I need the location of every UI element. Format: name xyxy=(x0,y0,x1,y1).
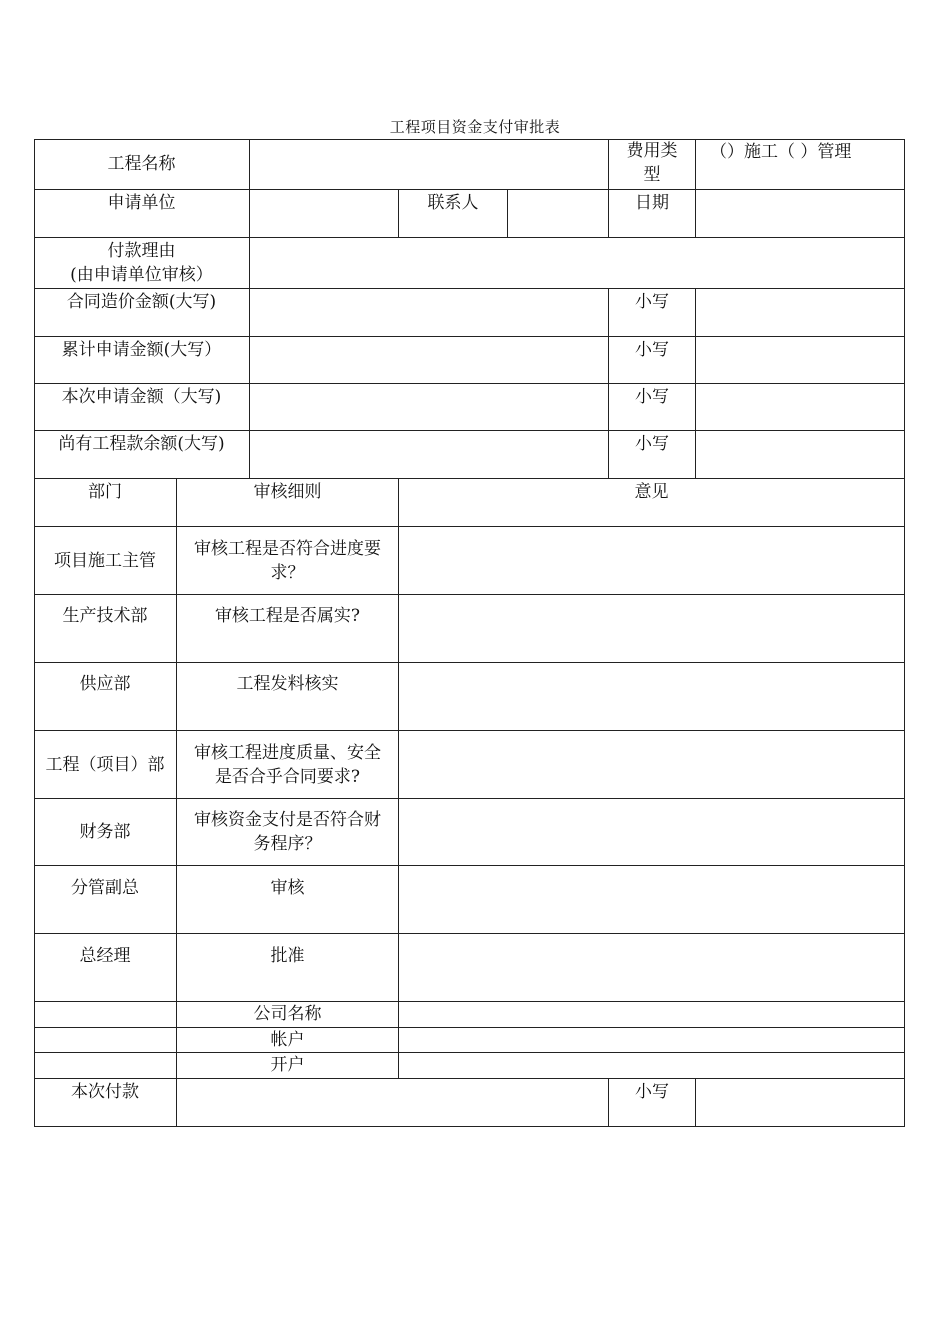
review-rule-progress: 审核工程是否符合进度要求？ xyxy=(177,527,399,595)
current-request-small-label: 小写 xyxy=(609,384,696,431)
payment-small-field[interactable] xyxy=(696,1079,905,1127)
bank-blank-cell xyxy=(34,1053,177,1079)
company-name-label: 公司名称 xyxy=(177,1002,399,1028)
cumulative-amount-label: 累计申请金额(大写） xyxy=(34,337,250,384)
remaining-balance-uppercase-field[interactable] xyxy=(250,431,609,479)
review-opinion-field[interactable] xyxy=(399,866,905,934)
payment-uppercase-field[interactable] xyxy=(177,1079,609,1127)
contract-amount-label: 合同造价金额(大写) xyxy=(34,289,250,337)
review-rule-materials: 工程发料核实 xyxy=(177,663,399,731)
review-opinion-field[interactable] xyxy=(399,934,905,1002)
review-rule-review: 审核 xyxy=(177,866,399,934)
company-name-field[interactable] xyxy=(399,1002,905,1028)
review-dept-supply: 供应部 xyxy=(34,663,177,731)
review-opinion-field[interactable] xyxy=(399,595,905,663)
form-title: 工程项目资金支付审批表 xyxy=(389,118,561,136)
contact-label: 联系人 xyxy=(399,190,508,238)
review-dept-finance: 财务部 xyxy=(34,799,177,866)
review-opinion-field[interactable] xyxy=(399,527,905,595)
review-dept-production-tech: 生产技术部 xyxy=(34,595,177,663)
cumulative-amount-uppercase-field[interactable] xyxy=(250,337,609,384)
current-request-amount-label: 本次申请金额（大写) xyxy=(34,384,250,431)
bank-blank-cell xyxy=(34,1028,177,1053)
review-dept-deputy-gm: 分管副总 xyxy=(34,866,177,934)
payment-small-label: 小写 xyxy=(609,1079,696,1127)
project-name-label: 工程名称 xyxy=(34,139,250,190)
current-request-small-field[interactable] xyxy=(696,384,905,431)
bank-label: 开户 xyxy=(177,1053,399,1079)
account-label: 帐户 xyxy=(177,1028,399,1053)
remaining-balance-small-label: 小写 xyxy=(609,431,696,479)
remaining-balance-small-field[interactable] xyxy=(696,431,905,479)
applicant-field[interactable] xyxy=(250,190,399,238)
bank-blank-cell xyxy=(34,1002,177,1028)
bank-field[interactable] xyxy=(399,1053,905,1079)
review-rule-approve: 批准 xyxy=(177,934,399,1002)
date-label: 日期 xyxy=(609,190,696,238)
applicant-label: 申请单位 xyxy=(34,190,250,238)
cumulative-amount-small-label: 小写 xyxy=(609,337,696,384)
review-header-rule: 审核细则 xyxy=(177,479,399,527)
payment-label: 本次付款 xyxy=(34,1079,177,1127)
review-dept-construction-supervisor: 项目施工主管 xyxy=(34,527,177,595)
payment-reason-field[interactable] xyxy=(250,238,905,289)
fee-type-options[interactable]: （）施工（ ）管理 xyxy=(696,139,905,190)
review-opinion-field[interactable] xyxy=(399,731,905,799)
contract-amount-small-field[interactable] xyxy=(696,289,905,337)
project-name-field[interactable] xyxy=(250,139,609,190)
review-dept-general-manager: 总经理 xyxy=(34,934,177,1002)
review-dept-engineering: 工程（项目）部 xyxy=(34,731,177,799)
review-header-opinion: 意见 xyxy=(399,479,905,527)
account-field[interactable] xyxy=(399,1028,905,1053)
review-rule-quality-safety: 审核工程进度质量、安全是否合乎合同要求? xyxy=(177,731,399,799)
current-request-uppercase-field[interactable] xyxy=(250,384,609,431)
remaining-balance-label: 尚有工程款余额(大写) xyxy=(34,431,250,479)
review-rule-authenticity: 审核工程是否属实? xyxy=(177,595,399,663)
contract-amount-small-label: 小写 xyxy=(609,289,696,337)
contract-amount-uppercase-field[interactable] xyxy=(250,289,609,337)
cumulative-amount-small-field[interactable] xyxy=(696,337,905,384)
review-rule-finance-procedure: 审核资金支付是否符合财务程序？ xyxy=(177,799,399,866)
review-opinion-field[interactable] xyxy=(399,799,905,866)
date-field[interactable] xyxy=(696,190,905,238)
review-opinion-field[interactable] xyxy=(399,663,905,731)
fee-type-label: 费用类型 xyxy=(609,139,696,190)
review-header-dept: 部门 xyxy=(34,479,177,527)
payment-reason-label: 付款理由 (由申请单位审核） xyxy=(34,238,250,289)
contact-field[interactable] xyxy=(508,190,609,238)
